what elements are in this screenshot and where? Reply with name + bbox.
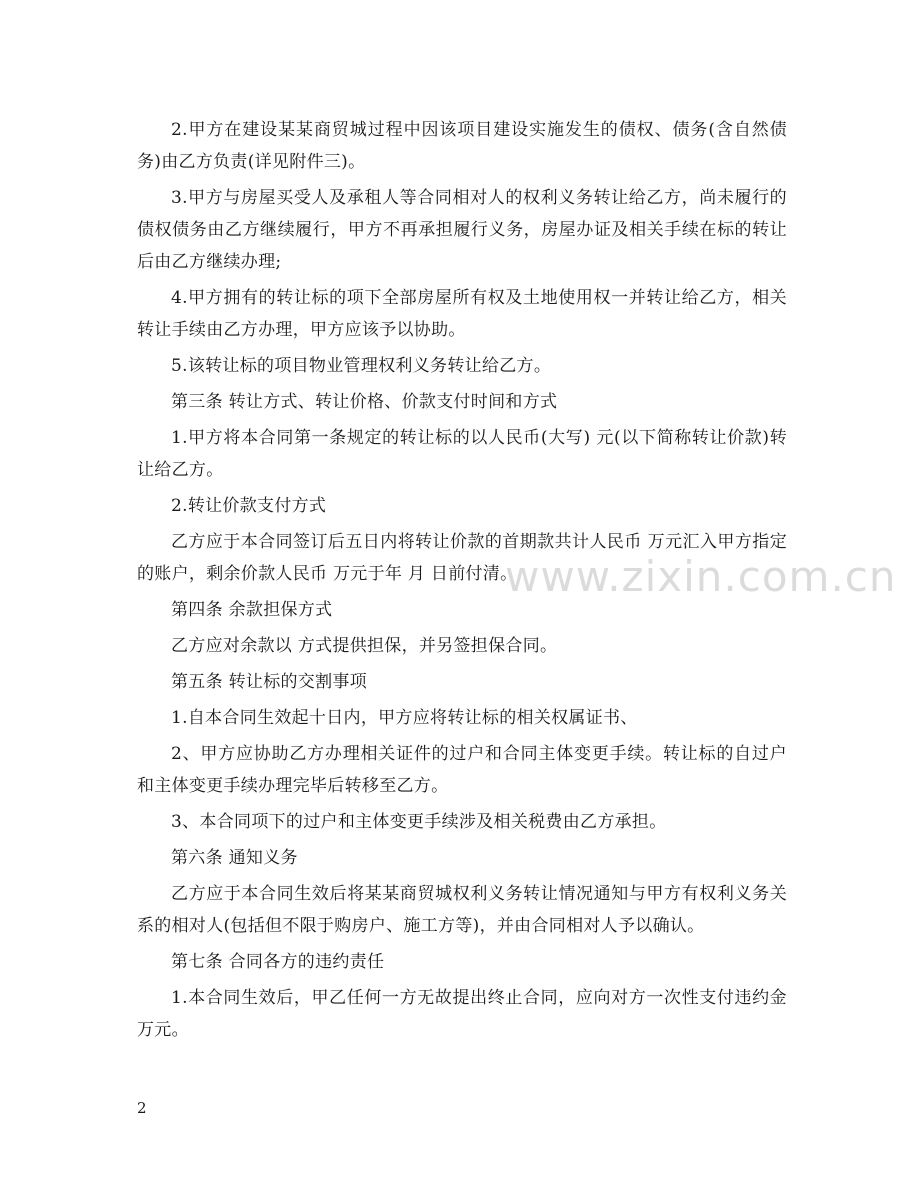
section-heading: 第六条 通知义务 [171, 848, 298, 868]
section-heading: 第四条 余款担保方式 [171, 600, 333, 620]
paragraph: 3、本合同项下的过户和主体变更手续涉及相关税费由乙方承担。 [171, 812, 667, 832]
paragraph: 4.甲方拥有的转让标的项下全部房屋所有权及土地使用权一并转让给乙方，相关转让手续由乙方办理，甲方应该予以协助。 [137, 288, 787, 340]
paragraph: 2、甲方应协助乙方办理相关证件的过户和合同主体变更手续。转让标的自过户和主体变更手续办理完毕后转移至乙方。 [137, 744, 787, 796]
page-number: 2 [137, 1099, 147, 1117]
paragraph: 1.自本合同生效起十日内，甲方应将转让标的相关权属证书、 [171, 708, 638, 728]
document-body [137, 114, 787, 1050]
section-heading: 第七条 合同各方的违约责任 [171, 952, 385, 972]
section-heading: 第五条 转让标的交割事项 [171, 672, 368, 692]
paragraph: 乙方应于本合同生效后将某某商贸城权利义务转让情况通知与甲方有权利义务关系的相对人(包括但不限于购房户、施工方等)，并由合同相对人予以确认。 [137, 884, 787, 936]
section-heading: 第三条 转让方式、转让价格、价款支付时间和方式 [171, 392, 558, 412]
paragraph: 1.甲方将本合同第一条规定的转让标的以人民币(大写) 元(以下简称转让价款)转让给乙方。 [137, 428, 787, 480]
paragraph: 3.甲方与房屋买受人及承租人等合同相对人的权利义务转让给乙方，尚未履行的债权债务由乙方继续履行，甲方不再承担履行义务，房屋办证及相关手续在标的转让后由乙方继续办理; [137, 188, 787, 272]
paragraph: 1.本合同生效后，甲乙任何一方无故提出终止合同，应向对方一次性支付违约金 万元。 [137, 988, 787, 1040]
paragraph: 乙方应对余款以 方式提供担保，并另签担保合同。 [171, 636, 558, 656]
paragraph: 2.甲方在建设某某商贸城过程中因该项目建设实施发生的债权、债务(含自然债务)由乙方负责(详见附件三)。 [137, 120, 787, 172]
paragraph: 2.转让价款支付方式 [171, 496, 327, 516]
paragraph: 5.该转让标的项目物业管理权利义务转让给乙方。 [171, 356, 552, 376]
paragraph: 乙方应于本合同签订后五日内将转让价款的首期款共计人民币 万元汇入甲方指定的账户，剩余价款人民币 万元于年 月 日前付清。 [137, 532, 787, 584]
watermark: www.zixin.com.cn [505, 552, 897, 601]
